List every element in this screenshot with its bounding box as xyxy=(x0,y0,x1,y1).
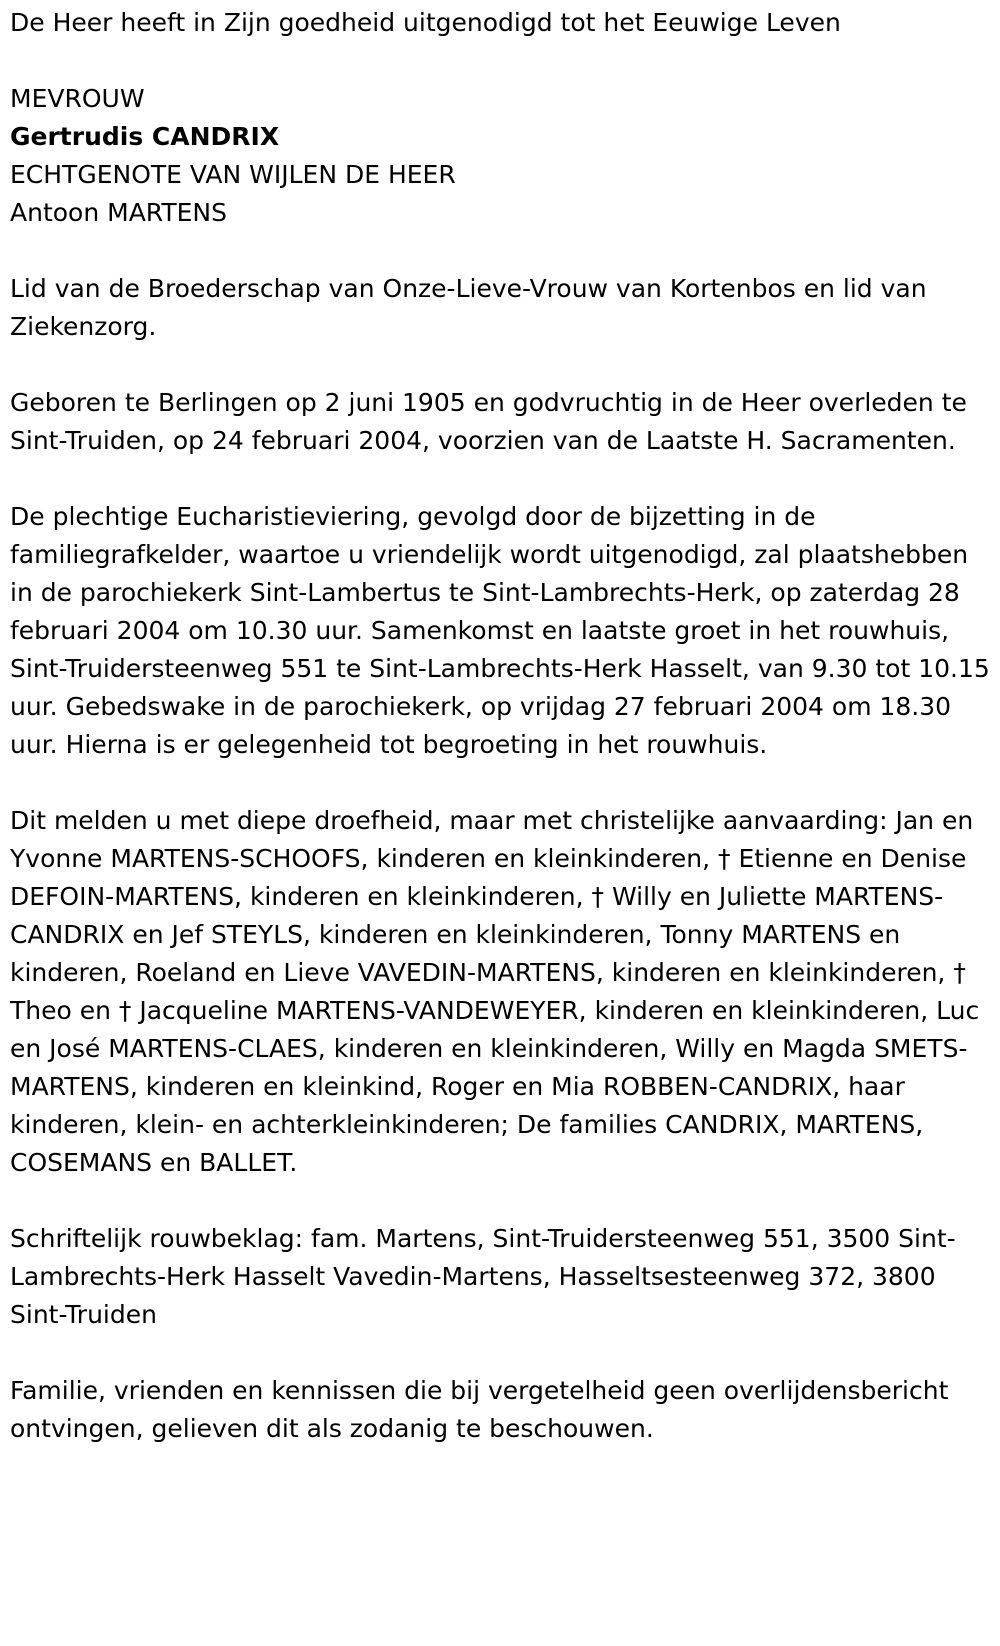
condolences-paragraph xyxy=(10,1220,990,1334)
family-paragraph xyxy=(10,802,990,1182)
deceased-block xyxy=(10,80,990,232)
closing-text: Familie, vrienden en kennissen die bij vergetelheid geen overlijdensbericht ontvingen, gelieven dit als zodanig te beschouwen. xyxy=(10,1376,949,1443)
ceremony-text: De plechtige Eucharistieviering, gevolgd door de bijzetting in de familiegrafkelder, waartoe u vriendelijk wordt uitgenodigd, zal plaatshebben in de parochiekerk Sint-Lambertus te Sint-Lambrechts-Herk, op zaterdag 28 februari 2004 om 10.30 uur. Samenkomst en laatste groet in het rouwhuis, Sint-Truidersteenweg 551 te Sint-Lambrechts-Herk Hasselt, van 9.30 tot 10.15 uur. Gebedswake in de parochiekerk, op vrijdag 27 februari 2004 om 18.30 uur. Hierna is er gelegenheid tot begroeting in het rouwhuis. xyxy=(10,502,990,759)
birth-death-text: Geboren te Berlingen op 2 juni 1905 en godvruchtig in de Heer overleden te Sint-Truiden, op 24 februari 2004, voorzien van de Laatste H. Sacramenten. xyxy=(10,388,967,455)
relation-text: ECHTGENOTE VAN WIJLEN DE HEER xyxy=(10,160,456,189)
closing-paragraph xyxy=(10,1372,990,1448)
spouse-name: Antoon MARTENS xyxy=(10,198,227,227)
intro-paragraph xyxy=(10,4,990,42)
birth-death-paragraph xyxy=(10,384,990,460)
family-text: Dit melden u met diepe droefheid, maar met christelijke aanvaarding: Jan en Yvonne MARTENS-SCHOOFS, kinderen en kleinkinderen, † Etienne en Denise DEFOIN-MARTENS, kinderen en kleinkinderen, † Willy en Juliette MARTENS-CANDRIX en Jef STEYLS, kinderen en kleinkinderen, Tonny MARTENS en kinderen, Roeland en Lieve VAVEDIN-MARTENS, kinderen en kleinkinderen, † Theo en † Jacqueline MARTENS-VANDEWEYER, kinderen en kleinkinderen, Luc en José MARTENS-CLAES, kinderen en kleinkinderen, Willy en Magda SMETS-MARTENS, kinderen en kleinkind, Roger en Mia ROBBEN-CANDRIX, haar kinderen, klein- en achterkleinkinderen; De families CANDRIX, MARTENS, COSEMANS en BALLET. xyxy=(10,806,980,1177)
membership-text: Lid van de Broederschap van Onze-Lieve-Vrouw van Kortenbos en lid van Ziekenzorg. xyxy=(10,274,927,341)
membership-paragraph xyxy=(10,270,990,346)
condolences-text: Schriftelijk rouwbeklag: fam. Martens, Sint-Truidersteenweg 551, 3500 Sint-Lambrechts-Herk Hasselt Vavedin-Martens, Hasseltsesteenweg 372, 3800 Sint-Truiden xyxy=(10,1224,956,1329)
ceremony-paragraph xyxy=(10,498,990,764)
intro-text: De Heer heeft in Zijn goedheid uitgenodigd tot het Eeuwige Leven xyxy=(10,8,841,37)
deceased-name: Gertrudis CANDRIX xyxy=(10,122,280,151)
title-text: MEVROUW xyxy=(10,84,145,113)
